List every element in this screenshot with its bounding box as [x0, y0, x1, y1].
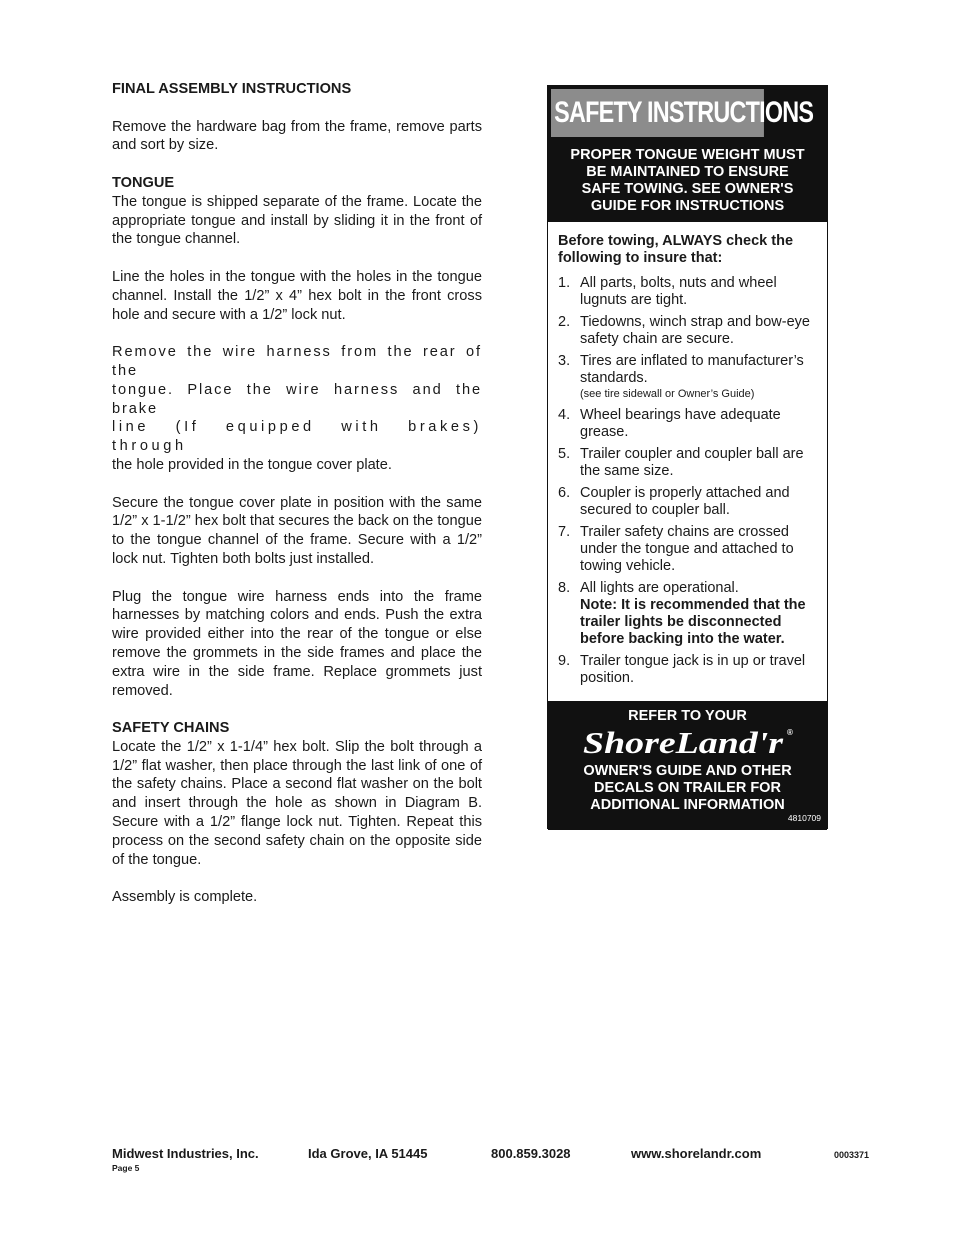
item-number: 1.: [558, 275, 571, 291]
tongue-paragraph-3: [112, 343, 482, 475]
safety-chains-paragraph: Locate the 1/2” x 1-1/4” hex bolt. Slip the bolt through a 1/2” flat washer, then place through the last link of one of the safety chains. Place a second flat washer on the bolt and insert through the hole as shown in Diagram B. Secure with a 1/2” flange lock nut. Tighten. Repeat this process on the second safety chain on the opposite side of the tongue.: [112, 738, 482, 868]
checklist-item: [558, 485, 823, 519]
footer-company: Midwest Industries, Inc.: [112, 1146, 259, 1161]
owners-line: ADDITIONAL INFORMATION: [590, 797, 785, 813]
warning-line: GUIDE FOR INSTRUCTIONS: [590, 198, 785, 214]
text-line: the hole provided in the tongue cover plate.: [112, 456, 392, 473]
refer-text: REFER TO YOUR: [628, 708, 747, 724]
tongue-weight-warning: [548, 142, 827, 222]
footer-code: 0003371: [834, 1150, 870, 1160]
refer-band: [548, 701, 827, 830]
text-line: Remove the wire harness from the rear of the: [112, 344, 482, 379]
item-text: Wheel bearings have adequate grease.: [580, 407, 781, 440]
checklist-item: [558, 353, 823, 402]
item-text: Trailer tongue jack is in up or travel position.: [580, 653, 806, 686]
item-number: 8.: [558, 580, 571, 596]
decal-title: SAFETY INSTRUCTIONS: [551, 89, 764, 137]
text-line: tongue. Place the wire harness and the brake: [112, 381, 482, 417]
checklist-item: [558, 314, 823, 348]
assembly-complete: Assembly is complete.: [112, 889, 258, 906]
item-subnote: (see tire sidewall or Owner’s Guide): [580, 388, 755, 400]
item-note: Note: It is recommended that the trailer lights be disconnected before backing into the water.: [580, 597, 806, 647]
part-number: 4810709: [787, 813, 821, 823]
warning-line: SAFE TOWING. SEE OWNER'S: [581, 181, 794, 197]
checklist-item: [558, 653, 823, 687]
tongue-paragraph-5: Plug the tongue wire harness ends into the frame harnesses by matching colors and ends. Push the extra wire provided either into the rear of the tongue or else remove the grommets in the side frames and place the extra wire in the side frame. Replace grommets just removed.: [112, 588, 482, 699]
tongue-paragraph-4: Secure the tongue cover plate in position with the same 1/2” x 1-1/2” hex bolt that secures the back on the tongue to the tongue channel of the frame. Secure with a 1/2” lock nut. Tighten both bolts just installed.: [112, 494, 482, 567]
item-text: Coupler is properly attached and secured to coupler ball.: [580, 485, 790, 518]
checklist-item: [558, 580, 823, 648]
item-number: 5.: [558, 446, 571, 462]
item-number: 3.: [558, 353, 571, 369]
item-text: All lights are operational.: [580, 580, 739, 596]
item-number: 2.: [558, 314, 571, 330]
text-line: line (If equipped with brakes) through: [112, 419, 482, 455]
item-number: 6.: [558, 485, 571, 501]
checklist-item: [558, 524, 823, 575]
checklist-item: [558, 275, 823, 309]
tongue-heading: TONGUE: [112, 174, 175, 191]
checklist-item: [558, 407, 823, 441]
footer-city: Ida Grove, IA 51445: [308, 1146, 428, 1161]
brand-wordmark: ShoreLand'r: [583, 725, 785, 760]
tongue-paragraph-1: The tongue is shipped separate of the frame. Locate the appropriate tongue and install by sliding it in the front of the tongue channel.: [112, 193, 482, 248]
safety-chains-heading: SAFETY CHAINS: [112, 720, 230, 737]
footer-phone: 800.859.3028: [491, 1146, 571, 1161]
check-intro: Before towing, ALWAYS check the following to insure that:: [558, 233, 794, 266]
checklist-item: [558, 446, 823, 480]
checklist: [558, 275, 823, 692]
page-number: Page 5: [112, 1163, 140, 1173]
owners-line: OWNER'S GUIDE AND OTHER: [583, 763, 792, 779]
section-heading: FINAL ASSEMBLY INSTRUCTIONS: [112, 81, 352, 97]
owners-guide-text: [548, 763, 827, 814]
warning-line: PROPER TONGUE WEIGHT MUST: [570, 147, 805, 163]
item-text: Tiedowns, winch strap and bow-eye safety chain are secure.: [580, 314, 810, 347]
assembly-instructions: [112, 80, 482, 907]
decal-title-band: [548, 86, 827, 142]
intro-paragraph: Remove the hardware bag from the frame, remove parts and sort by size.: [112, 118, 482, 154]
item-text: Trailer coupler and coupler ball are the same size.: [580, 446, 804, 479]
item-text: Trailer safety chains are crossed under the tongue and attached to towing vehicle.: [580, 524, 794, 574]
item-number: 9.: [558, 653, 571, 669]
item-text: Tires are inflated to manufacturer’s standards.: [580, 353, 804, 386]
item-number: 4.: [558, 407, 571, 423]
item-text: All parts, bolts, nuts and wheel lugnuts are tight.: [580, 275, 777, 308]
registered-mark: ®: [787, 728, 793, 737]
item-number: 7.: [558, 524, 571, 540]
tongue-paragraph-2: Line the holes in the tongue with the holes in the tongue channel. Install the 1/2” x 4” hex bolt in the front cross hole and secure with a 1/2” lock nut.: [112, 268, 482, 323]
safety-instructions-decal: [547, 85, 828, 829]
warning-line: BE MAINTAINED TO ENSURE: [586, 164, 789, 180]
footer-website: www.shorelandr.com: [631, 1146, 762, 1161]
shorelandr-logo: [581, 724, 797, 760]
owners-line: DECALS ON TRAILER FOR: [594, 780, 781, 796]
